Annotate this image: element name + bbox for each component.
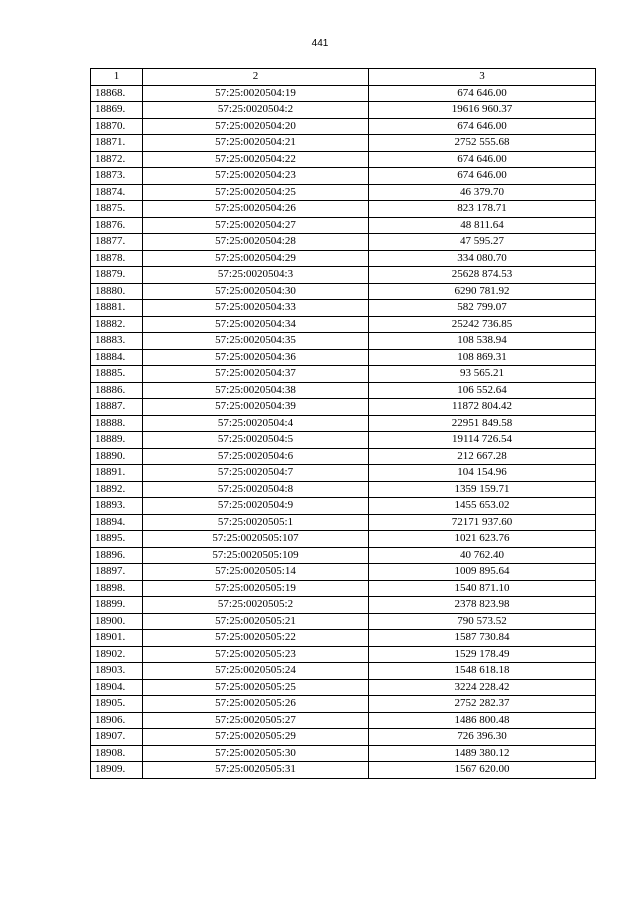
row-number: 18874. — [91, 184, 143, 201]
cadastral-value: 6290 781.92 — [369, 283, 596, 300]
cadastral-value: 212 667.28 — [369, 448, 596, 465]
table-row — [91, 217, 596, 234]
row-number: 18883. — [91, 333, 143, 350]
row-number: 18893. — [91, 498, 143, 515]
cadastral-value: 22951 849.58 — [369, 415, 596, 432]
cadastral-number: 57:25:0020504:36 — [143, 349, 369, 366]
table-row — [91, 349, 596, 366]
table-row — [91, 514, 596, 531]
row-number: 18892. — [91, 481, 143, 498]
cadastral-value: 790 573.52 — [369, 613, 596, 630]
cadastral-number: 57:25:0020505:2 — [143, 597, 369, 614]
page-number: 441 — [311, 38, 329, 49]
row-number: 18870. — [91, 118, 143, 135]
table-row — [91, 283, 596, 300]
cadastral-value: 48 811.64 — [369, 217, 596, 234]
table-row — [91, 366, 596, 383]
cadastral-value: 108 538.94 — [369, 333, 596, 350]
cadastral-number: 57:25:0020505:22 — [143, 630, 369, 647]
table-row — [91, 333, 596, 350]
row-number: 18906. — [91, 712, 143, 729]
table-row — [91, 630, 596, 647]
cadastral-number: 57:25:0020505:24 — [143, 663, 369, 680]
table-row — [91, 184, 596, 201]
cadastral-value: 11872 804.42 — [369, 399, 596, 416]
table-header — [91, 69, 596, 86]
table-row — [91, 696, 596, 713]
cadastral-value: 40 762.40 — [369, 547, 596, 564]
table-row — [91, 250, 596, 267]
cadastral-value: 93 565.21 — [369, 366, 596, 383]
row-number: 18904. — [91, 679, 143, 696]
row-number: 18868. — [91, 85, 143, 102]
row-number: 18890. — [91, 448, 143, 465]
cadastral-value: 823 178.71 — [369, 201, 596, 218]
row-number: 18875. — [91, 201, 143, 218]
cadastral-number: 57:25:0020504:37 — [143, 366, 369, 383]
row-number: 18879. — [91, 267, 143, 284]
table-row — [91, 762, 596, 779]
cadastral-number: 57:25:0020504:3 — [143, 267, 369, 284]
cadastral-number: 57:25:0020504:4 — [143, 415, 369, 432]
cadastral-value: 1486 800.48 — [369, 712, 596, 729]
row-number: 18908. — [91, 745, 143, 762]
cadastral-number: 57:25:0020505:23 — [143, 646, 369, 663]
cadastral-value: 1540 871.10 — [369, 580, 596, 597]
table-row — [91, 646, 596, 663]
cadastral-number: 57:25:0020505:31 — [143, 762, 369, 779]
row-number: 18884. — [91, 349, 143, 366]
cadastral-number: 57:25:0020504:26 — [143, 201, 369, 218]
cadastral-number: 57:25:0020504:9 — [143, 498, 369, 515]
table-row — [91, 201, 596, 218]
table-row — [91, 729, 596, 746]
cadastral-number: 57:25:0020505:19 — [143, 580, 369, 597]
cadastral-value: 108 869.31 — [369, 349, 596, 366]
cadastral-value: 46 379.70 — [369, 184, 596, 201]
table-row — [91, 118, 596, 135]
row-number: 18889. — [91, 432, 143, 449]
registry-table — [90, 68, 596, 779]
row-number: 18878. — [91, 250, 143, 267]
cadastral-value: 1359 159.71 — [369, 481, 596, 498]
cadastral-number: 57:25:0020504:38 — [143, 382, 369, 399]
cadastral-number: 57:25:0020504:35 — [143, 333, 369, 350]
row-number: 18899. — [91, 597, 143, 614]
table-row — [91, 580, 596, 597]
table-row — [91, 679, 596, 696]
cadastral-value: 19616 960.37 — [369, 102, 596, 119]
cadastral-number: 57:25:0020504:39 — [143, 399, 369, 416]
table-row — [91, 432, 596, 449]
cadastral-value: 1455 653.02 — [369, 498, 596, 515]
row-number: 18877. — [91, 234, 143, 251]
cadastral-number: 57:25:0020505:107 — [143, 531, 369, 548]
header-col-1: 1 — [91, 69, 143, 86]
cadastral-number: 57:25:0020504:27 — [143, 217, 369, 234]
cadastral-number: 57:25:0020504:30 — [143, 283, 369, 300]
cadastral-value: 2378 823.98 — [369, 597, 596, 614]
header-row — [91, 69, 596, 86]
cadastral-number: 57:25:0020505:1 — [143, 514, 369, 531]
table-row — [91, 564, 596, 581]
row-number: 18895. — [91, 531, 143, 548]
cadastral-number: 57:25:0020505:14 — [143, 564, 369, 581]
cadastral-value: 3224 228.42 — [369, 679, 596, 696]
cadastral-number: 57:25:0020504:33 — [143, 300, 369, 317]
cadastral-value: 106 552.64 — [369, 382, 596, 399]
cadastral-number: 57:25:0020504:7 — [143, 465, 369, 482]
table-row — [91, 531, 596, 548]
cadastral-number: 57:25:0020504:19 — [143, 85, 369, 102]
cadastral-number: 57:25:0020505:26 — [143, 696, 369, 713]
cadastral-number: 57:25:0020505:21 — [143, 613, 369, 630]
row-number: 18896. — [91, 547, 143, 564]
table-row — [91, 168, 596, 185]
cadastral-value: 2752 282.37 — [369, 696, 596, 713]
row-number: 18905. — [91, 696, 143, 713]
table-row — [91, 151, 596, 168]
header-col-3: 3 — [369, 69, 596, 86]
table-row — [91, 481, 596, 498]
cadastral-number: 57:25:0020504:5 — [143, 432, 369, 449]
table-row — [91, 267, 596, 284]
table-row — [91, 316, 596, 333]
row-number: 18885. — [91, 366, 143, 383]
cadastral-number: 57:25:0020504:20 — [143, 118, 369, 135]
cadastral-value: 25242 736.85 — [369, 316, 596, 333]
header-col-2: 2 — [143, 69, 369, 86]
table-row — [91, 382, 596, 399]
cadastral-value: 1021 623.76 — [369, 531, 596, 548]
table-row — [91, 399, 596, 416]
row-number: 18886. — [91, 382, 143, 399]
row-number: 18907. — [91, 729, 143, 746]
row-number: 18901. — [91, 630, 143, 647]
row-number: 18902. — [91, 646, 143, 663]
cadastral-number: 57:25:0020504:2 — [143, 102, 369, 119]
row-number: 18903. — [91, 663, 143, 680]
cadastral-value: 674 646.00 — [369, 151, 596, 168]
row-number: 18909. — [91, 762, 143, 779]
cadastral-number: 57:25:0020504:6 — [143, 448, 369, 465]
cadastral-number: 57:25:0020504:34 — [143, 316, 369, 333]
row-number: 18897. — [91, 564, 143, 581]
cadastral-number: 57:25:0020504:8 — [143, 481, 369, 498]
table-row — [91, 415, 596, 432]
row-number: 18882. — [91, 316, 143, 333]
row-number: 18871. — [91, 135, 143, 152]
cadastral-value: 1009 895.64 — [369, 564, 596, 581]
row-number: 18880. — [91, 283, 143, 300]
cadastral-number: 57:25:0020504:28 — [143, 234, 369, 251]
table-row — [91, 663, 596, 680]
cadastral-number: 57:25:0020504:21 — [143, 135, 369, 152]
table-row — [91, 448, 596, 465]
cadastral-value: 674 646.00 — [369, 85, 596, 102]
row-number: 18888. — [91, 415, 143, 432]
row-number: 18894. — [91, 514, 143, 531]
row-number: 18891. — [91, 465, 143, 482]
cadastral-number: 57:25:0020504:22 — [143, 151, 369, 168]
cadastral-number: 57:25:0020504:25 — [143, 184, 369, 201]
cadastral-value: 674 646.00 — [369, 118, 596, 135]
cadastral-value: 104 154.96 — [369, 465, 596, 482]
cadastral-value: 1587 730.84 — [369, 630, 596, 647]
cadastral-number: 57:25:0020505:27 — [143, 712, 369, 729]
cadastral-number: 57:25:0020504:29 — [143, 250, 369, 267]
table-body — [91, 85, 596, 778]
row-number: 18898. — [91, 580, 143, 597]
table-row — [91, 547, 596, 564]
row-number: 18900. — [91, 613, 143, 630]
row-number: 18881. — [91, 300, 143, 317]
cadastral-value: 25628 874.53 — [369, 267, 596, 284]
cadastral-number: 57:25:0020505:29 — [143, 729, 369, 746]
cadastral-number: 57:25:0020505:109 — [143, 547, 369, 564]
table-row — [91, 85, 596, 102]
row-number: 18872. — [91, 151, 143, 168]
cadastral-value: 19114 726.54 — [369, 432, 596, 449]
cadastral-value: 47 595.27 — [369, 234, 596, 251]
cadastral-number: 57:25:0020505:30 — [143, 745, 369, 762]
table-row — [91, 745, 596, 762]
cadastral-value: 674 646.00 — [369, 168, 596, 185]
row-number: 18873. — [91, 168, 143, 185]
table-row — [91, 135, 596, 152]
row-number: 18887. — [91, 399, 143, 416]
table-row — [91, 234, 596, 251]
table-row — [91, 613, 596, 630]
cadastral-value: 582 799.07 — [369, 300, 596, 317]
cadastral-value: 334 080.70 — [369, 250, 596, 267]
cadastral-number: 57:25:0020505:25 — [143, 679, 369, 696]
cadastral-value: 72171 937.60 — [369, 514, 596, 531]
cadastral-value: 1489 380.12 — [369, 745, 596, 762]
row-number: 18876. — [91, 217, 143, 234]
cadastral-value: 1548 618.18 — [369, 663, 596, 680]
table-row — [91, 498, 596, 515]
table-row — [91, 102, 596, 119]
table-row — [91, 465, 596, 482]
table-row — [91, 712, 596, 729]
cadastral-number: 57:25:0020504:23 — [143, 168, 369, 185]
table-row — [91, 300, 596, 317]
cadastral-value: 2752 555.68 — [369, 135, 596, 152]
cadastral-value: 1529 178.49 — [369, 646, 596, 663]
row-number: 18869. — [91, 102, 143, 119]
cadastral-value: 726 396.30 — [369, 729, 596, 746]
table-row — [91, 597, 596, 614]
cadastral-value: 1567 620.00 — [369, 762, 596, 779]
